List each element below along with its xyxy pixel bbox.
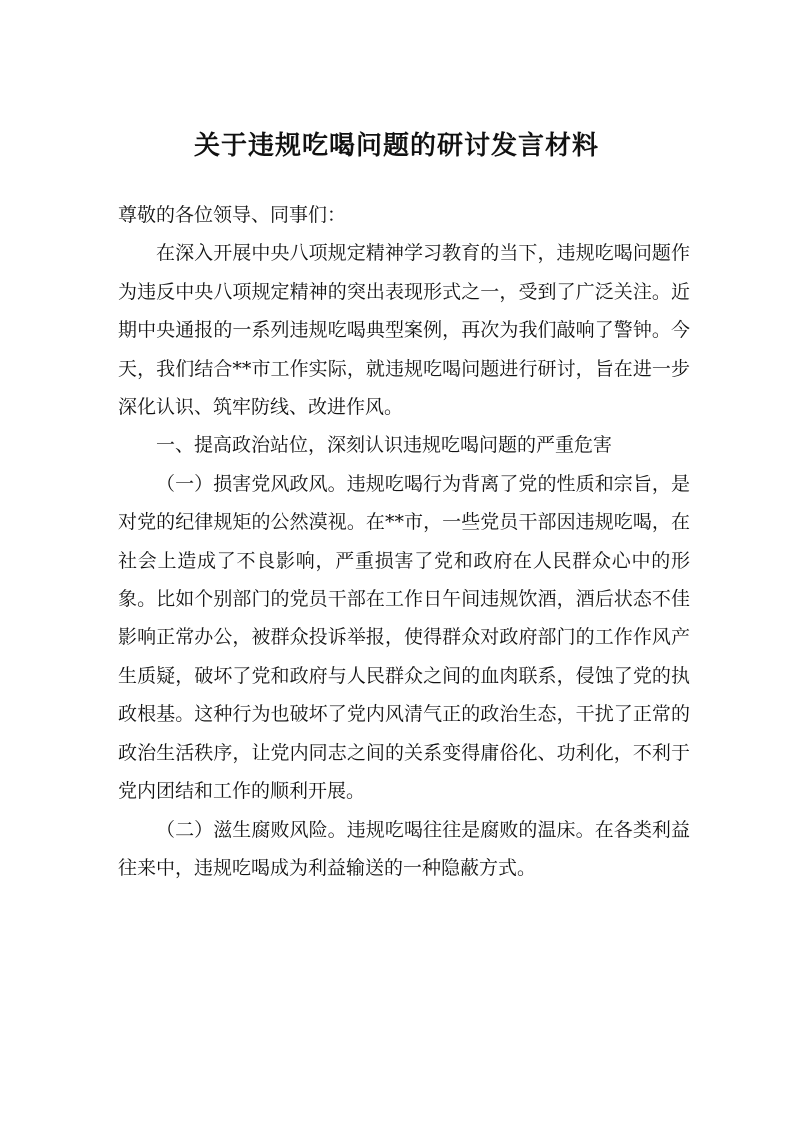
document-body xyxy=(118,196,690,887)
section-heading: 一、提高政治站位，深刻认识违规吃喝问题的严重危害 xyxy=(156,434,613,457)
document-title: 关于违规吃喝问题的研讨发言材料 xyxy=(193,131,599,161)
greeting: 尊敬的各位领导、同事们： xyxy=(118,204,347,226)
paragraph: （一）损害党风政风。违规吃喝行为背离了党的性质和宗旨，是对党的纪律规矩的公然漠视。在**市，一些党员干部因违规吃喝，在社会上造成了不良影响，严重损害了党和政府在人民群众心中的形象。比如个别部门的党员干部在工作日午间违规饮酒，酒后状态不佳影响正常办公，被群众投诉举报，使得群众对政府部门的工作作风产生质疑，破坏了党和政府与人民群众之间的血肉联系，侵蚀了党的执政根基。这种行为也破坏了党内风清气正的政治生态，干扰了正常的政治生活秩序，让党内同志之间的关系变得庸俗化、功利化，不利于党内团结和工作的顺利开展。 xyxy=(118,472,690,803)
paragraph: 在深入开展中央八项规定精神学习教育的当下，违规吃喝问题作为违反中央八项规定精神的突出表现形式之一，受到了广泛关注。近期中央通报的一系列违规吃喝典型案例，再次为我们敲响了警钟。今天，我们结合**市工作实际，就违规吃喝问题进行研讨，旨在进一步深化认识、筑牢防线、改进作风。 xyxy=(118,242,690,419)
paragraph: （二）滋生腐败风险。违规吃喝往往是腐败的温床。在各类利益往来中，违规吃喝成为利益输送的一种隐蔽方式。 xyxy=(118,818,690,879)
